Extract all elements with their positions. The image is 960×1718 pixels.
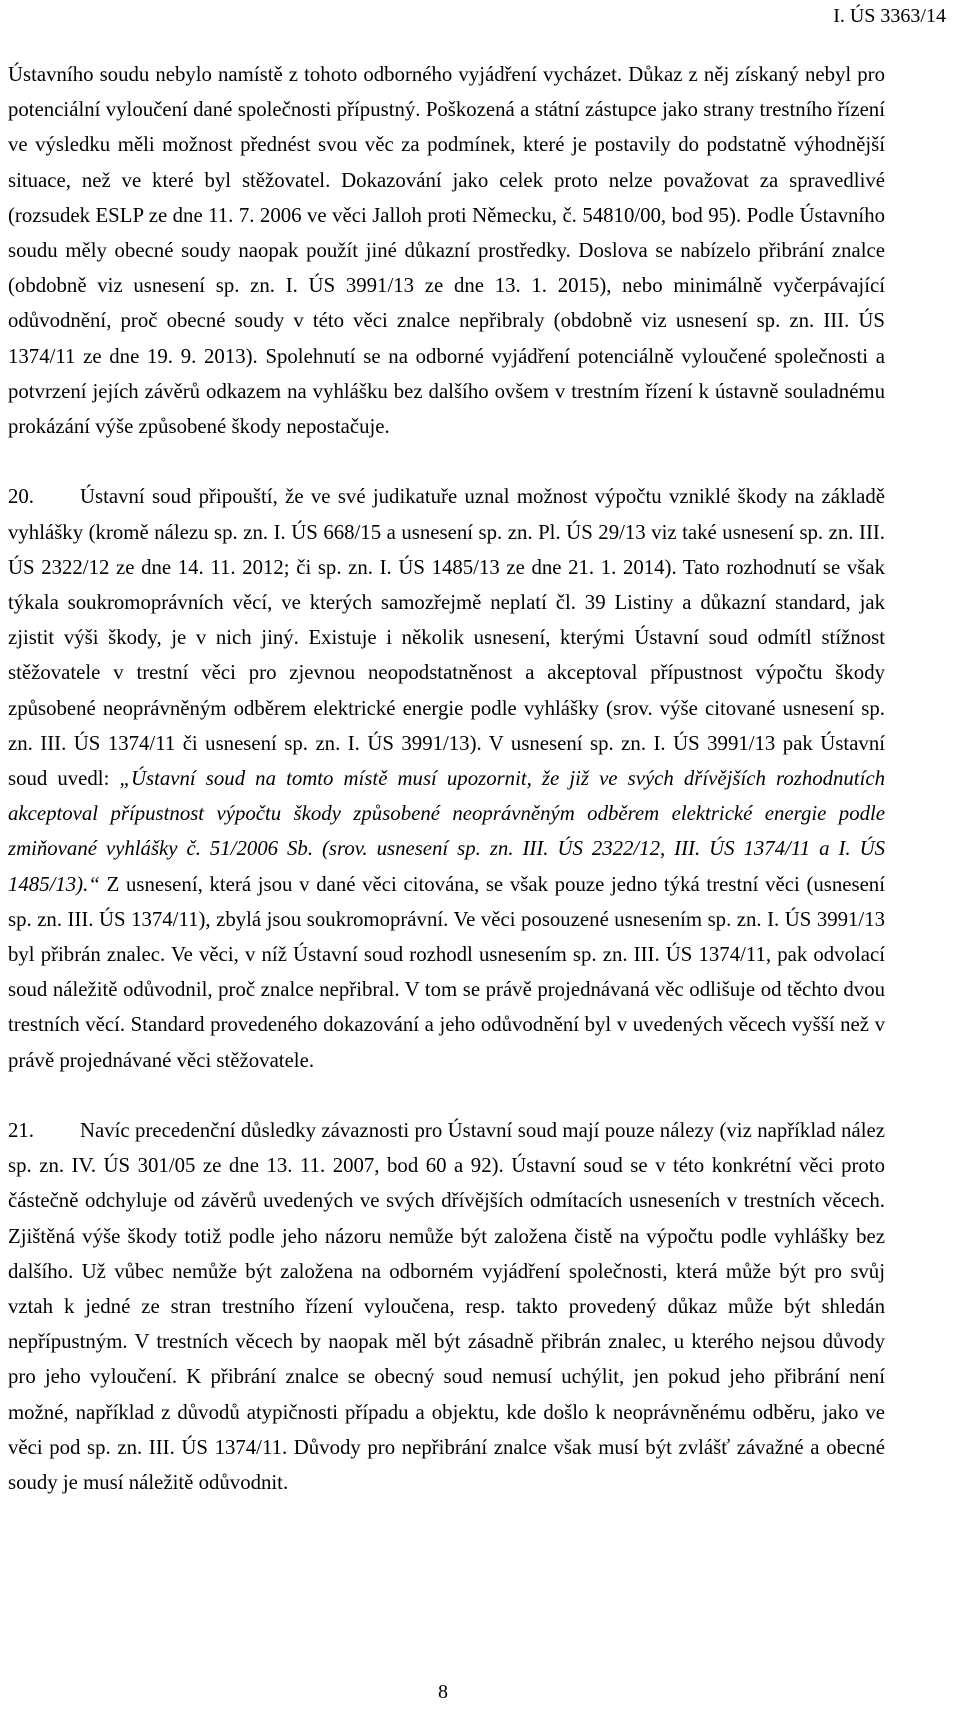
paragraph-spacer [8,1078,885,1113]
paragraph-number: 20. [8,485,34,509]
document-reference: I. ÚS 3363/14 [833,5,946,27]
paragraph-19-continuation: Ústavního soudu nebylo namístě z tohoto odborného vyjádření vycházet. Důkaz z něj získaný nebyl pro potenciální vyloučení dané společnosti přípustný. Poškozená a státní zástupce jako strany trestního řízení ve výsledku měli možnost přednést svou věc za podmínek, které je postavily do podstatně výhodnější situace, než ve které byl stěžovatel. Dokazování jako celek proto nelze považovat za spravedlivé (rozsudek ESLP ze dne 11. 7. 2006 ve věci Jalloh proti Německu, č. 54810/00, bod 95). Podle Ústavního soudu měly obecné soudy naopak použít jiné důkazní prostředky. Doslova se nabízelo přibrání znalce (obdobně viz usnesení sp. zn. I. ÚS 3991/13 ze dne 13. 1. 2015), nebo minimálně vyčerpávající odůvodnění, proč obecné soudy v této věci znalce nepřibraly (obdobně viz usnesení sp. zn. III. ÚS 1374/11 ze dne 19. 9. 2013). Spolehnutí se na odborné vyjádření potenciálně vyloučené společnosti a potvrzení jejích závěrů odkazem na vyhlášku bez dalšího ovšem v trestním řízení k ústavně souladnému prokázání výše způsobené škody nepostačuje. [8,63,885,439]
page-number: 8 [438,1681,448,1703]
document-body [8,57,885,1500]
paragraph-number: 21. [8,1119,34,1143]
paragraph-20-text: Ústavní soud připouští, že ve své judikatuře uznal možnost výpočtu vzniklé škody na základě vyhlášky (kromě nálezu sp. zn. I. ÚS 668/15 a usnesení sp. zn. Pl. ÚS 29/13 viz také usnesení sp. zn. III. ÚS 2322/12 ze dne 14. 11. 2012; či sp. zn. I. ÚS 1485/13 ze dne 21. 1. 2014). Tato rozhodnutí se však týkala soukromoprávních věcí, ve kterých samozřejmě neplatí čl. 39 Listiny a důkazní standard, jak zjistit výši škody, je v nich jiný. Existuje i několik usnesení, kterými Ústavní soud odmítl stížnost stěžovatele v trestní věci pro zjevnou neopodstatněnost a akceptoval přípustnost výpočtu škody způsobené neoprávněným odběrem elektrické energie podle vyhlášky (srov. výše citované usnesení sp. zn. III. ÚS 1374/11 či usnesení sp. zn. I. ÚS 3991/13). V usnesení sp. zn. I. ÚS 3991/13 pak Ústavní soud uvedl: [8,485,885,791]
paragraph-21-text: Navíc precedenční důsledky závaznosti pro Ústavní soud mají pouze nálezy (viz například nález sp. zn. IV. ÚS 301/05 ze dne 13. 11. 2007, bod 60 a 92). Ústavní soud se v této konkrétní věci proto částečně odchyluje od závěrů uvedených ve svých dřívějších odmítacích usneseních v trestních věcech. Zjištěná výše škody totiž podle jeho názoru nemůže být založena čistě na výpočtu podle vyhlášky bez dalšího. Už vůbec nemůže být založena na odborném vyjádření společnosti, která může být pro svůj vztah k jedné ze stran trestního řízení vyloučena, resp. takto provedený důkaz může být shledán nepřípustným. V trestních věcech by naopak měl být zásadně přibrán znalec, u kterého nejsou důvody pro jeho vyloučení. K přibrání znalce se obecný soud nemusí uchýlit, jen pokud jeho přibrání není možné, například z důvodů atypičnosti případu a objektu, kde došlo k neoprávněnému odběru, jako ve věci pod sp. zn. III. ÚS 1374/11. Důvody pro nepřibrání znalce však musí být zvlášť závažné a obecné soudy je musí náležitě odůvodnit. [8,1119,885,1495]
paragraph-spacer [8,444,885,479]
paragraph-20 [8,479,885,1077]
paragraph-21 [8,1113,885,1500]
paragraph-20-quotation: „Ústavní soud na tomto místě musí upozornit, že již ve svých dřívějších rozhodnutích akceptoval přípustnost výpočtu škody způsobené neoprávněným odběrem elektrické energie podle zmiňované vyhlášky č. 51/2006 Sb. (srov. usnesení sp. zn. III. ÚS 2322/12, III. ÚS 1374/11 a I. ÚS 1485/13).“ [8,767,885,896]
paragraph-20-text-continued: Z usnesení, která jsou v dané věci citována, se však pouze jedno týká trestní věci (usnesení sp. zn. III. ÚS 1374/11), zbylá jsou soukromoprávní. Ve věci posouzené usnesením sp. zn. I. ÚS 3991/13 byl přibrán znalec. Ve věci, v níž Ústavní soud rozhodl usnesením sp. zn. III. ÚS 1374/11, pak odvolací soud náležitě odůvodnil, proč znalce nepřibral. V tom se právě projednávaná věc odlišuje od těchto dvou trestních věcí. Standard provedeného dokazování a jeho odůvodnění byl v uvedených věcech vyšší než v právě projednávané věci stěžovatele. [8,872,885,1072]
